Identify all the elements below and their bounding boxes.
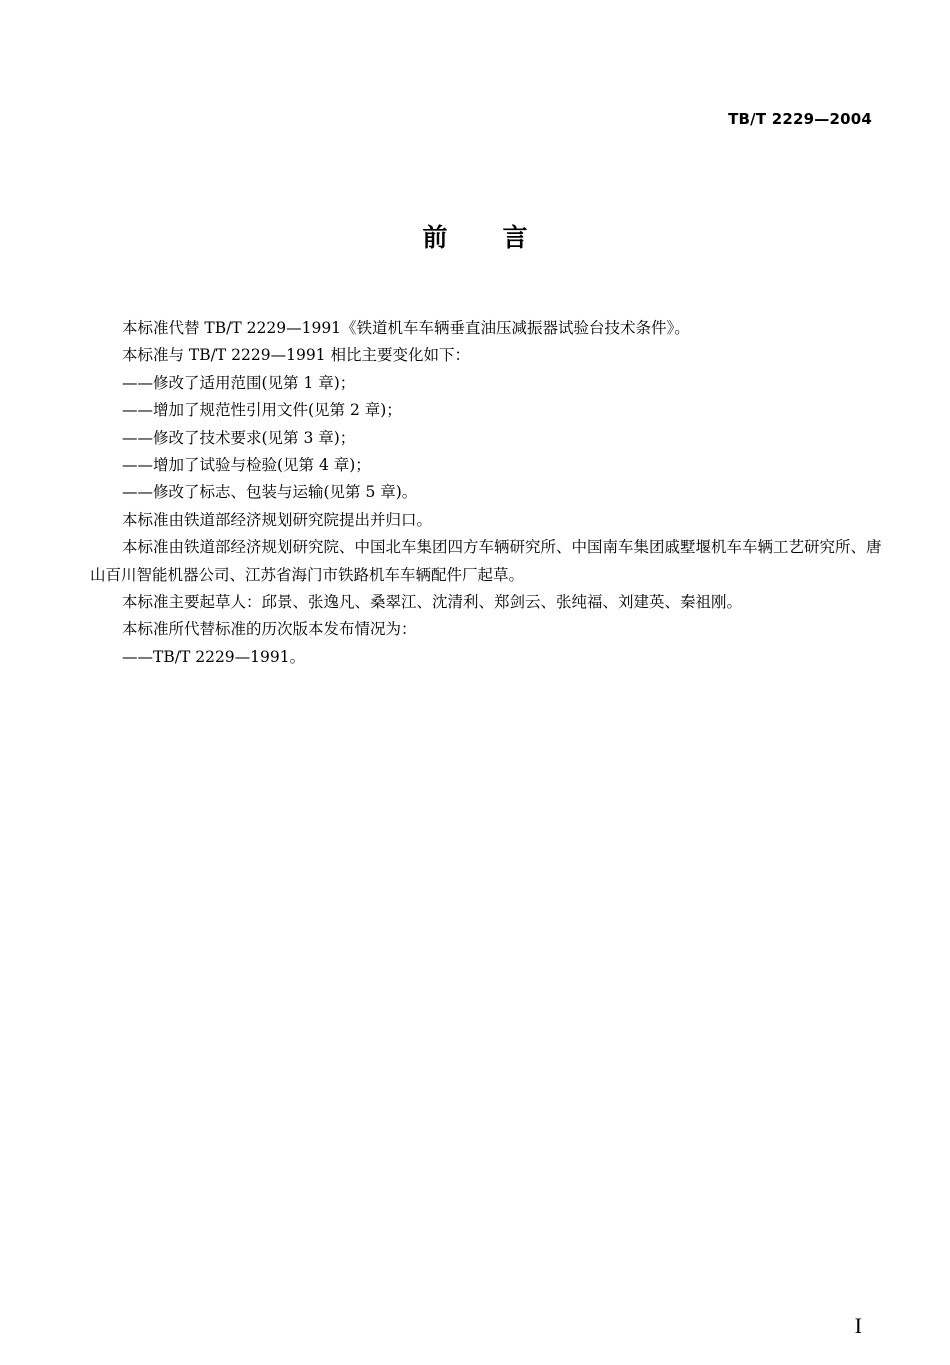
history-item: ——TB/T 2229—1991。	[122, 647, 306, 666]
paragraph-drafted-by: 本标准由铁道部经济规划研究院、中国北车集团四方车辆研究所、中国南车集团戚墅堰机车车辆工艺研究所、唐山百川智能机器公司、江苏省海门市铁路机车车辆配件厂起草。	[90, 538, 882, 584]
paragraph-proposed-by: 本标准由铁道部经济规划研究院提出并归口。	[122, 510, 433, 529]
change-item: ——修改了适用范围(见第 1 章)；	[122, 373, 356, 392]
page-number: I	[854, 1313, 862, 1338]
change-item: ——修改了标志、包装与运输(见第 5 章)。	[122, 483, 418, 502]
document-code: TB/T 2229—2004	[728, 110, 872, 128]
page-title: 前言	[422, 223, 583, 252]
foreword-body	[90, 315, 890, 671]
paragraph-changes-intro: 本标准与 TB/T 2229—1991 相比主要变化如下：	[122, 346, 470, 365]
change-item: ——修改了技术要求(见第 3 章)；	[122, 428, 356, 447]
paragraph-replaces: 本标准代替 TB/T 2229—1991《铁道机车车辆垂直油压减振器试验台技术条件》。	[122, 319, 690, 337]
change-item: ——增加了试验与检验(见第 4 章)；	[122, 456, 371, 475]
paragraph-drafters: 本标准主要起草人：邱景、张逸凡、桑翠江、沈清利、郑剑云、张纯福、刘建英、秦祖刚。	[122, 593, 743, 612]
change-item: ——增加了规范性引用文件(见第 2 章)；	[122, 401, 402, 420]
paragraph-history-intro: 本标准所代替标准的历次版本发布情况为：	[122, 620, 417, 639]
